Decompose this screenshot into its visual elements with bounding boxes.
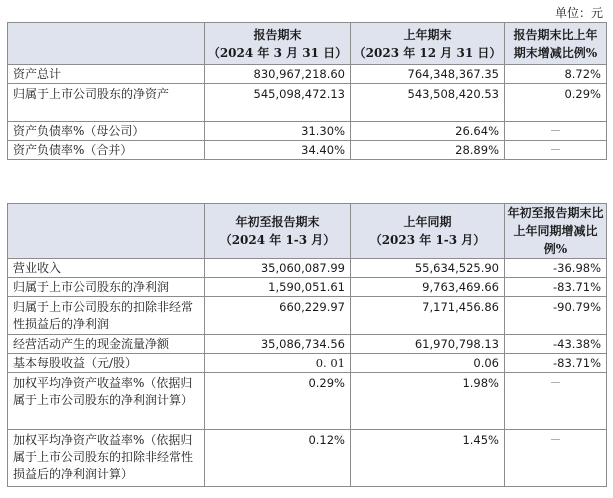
table-row: 归属于上市公司股东的扣除非经常性损益后的净利润 660,229.97 7,171,456.86 -90.79% [8,297,607,335]
header-ytd: 年初至报告期末 （2024 年 1-3 月） [205,204,351,259]
header-blank [8,204,205,259]
table-row: 经营活动产生的现金流量净额 35,086,734.56 61,970,798.13 -43.38% [8,335,607,354]
income-table [7,203,607,487]
table-row: 归属于上市公司股东的净资产 545,098,472.13 543,508,420.53 0.29% [8,84,607,122]
table-row: 基本每股收益（元/股） 0. 01 0.06 -83.71% [8,354,607,373]
table-row: 资产总计 830,967,218.60 764,348,367.35 8.72% [8,65,607,84]
table-header-row [8,23,607,65]
table-row: 营业收入 35,060,087.99 55,634,525.90 -36.98% [8,259,607,278]
table-header-row [8,204,607,259]
header-blank [8,23,205,65]
header-change-pct: 年初至报告期末比 上年同期增减比例% [505,204,607,259]
header-change-pct: 报告期末比上年 期末增减比例% [505,23,607,65]
table-row: 资产负债率%（合并） 34.40% 28.89% － [8,141,607,160]
table-row: 加权平均净资产收益率%（依据归属于上市公司股东的净利润计算） 0.29% 1.98% － [8,373,607,430]
table-row: 归属于上市公司股东的净利润 1,590,051.61 9,763,469.66 -83.71% [8,278,607,297]
header-prior-year-end: 上年期末 （2023 年 12 月 31 日） [351,23,505,65]
table-row: 加权平均净资产收益率%（依据归属于上市公司股东的扣除非经常性损益后的净利润计算） 0.12% 1.45% － [8,430,607,487]
header-period-end: 报告期末 （2024 年 3 月 31 日） [205,23,351,65]
balance-table [7,22,607,160]
header-prior-period: 上年同期 （2023 年 1-3 月） [351,204,505,259]
table-row: 资产负债率%（母公司） 31.30% 26.64% － [8,122,607,141]
unit-label: 单位：元 [554,6,603,20]
